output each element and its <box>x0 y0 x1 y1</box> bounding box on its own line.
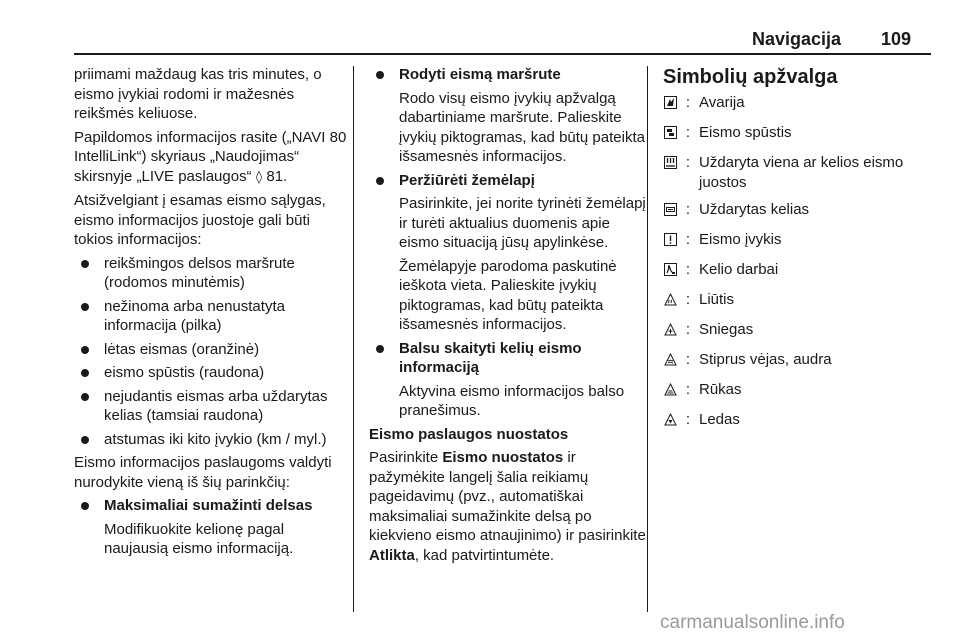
symbol-label: Sniegas <box>699 321 754 338</box>
road-closed-icon <box>663 202 677 216</box>
colon: : <box>685 231 691 248</box>
header-rule <box>74 53 931 55</box>
ice-icon <box>663 412 677 426</box>
bullet-item: lėtas eismas (oranžinė) <box>74 340 350 360</box>
symbol-label: Kelio darbai <box>699 261 779 278</box>
paragraph-text: , kad patvirtintumėte. <box>414 546 555 564</box>
bullet-item: atstumas iki kito įvykio (km / myl.) <box>74 430 350 450</box>
symbol-label: Ledas <box>699 411 740 428</box>
column-2 <box>369 65 649 569</box>
paragraph-reference <box>74 128 350 188</box>
column-1 <box>74 65 350 563</box>
symbol-row <box>663 153 933 192</box>
watermark: carmanualsonline.info <box>660 612 845 633</box>
symbol-row <box>663 320 933 342</box>
section-title: Navigacija <box>752 29 842 49</box>
symbol-row <box>663 350 933 372</box>
menu-term: Eismo nuostatos <box>442 449 564 466</box>
symbol-label: Uždaryta viena ar kelios eismo juostos <box>699 154 904 191</box>
symbol-row <box>663 123 933 145</box>
symbol-row <box>663 290 933 312</box>
paragraph: Atsižvelgiant į esamas eismo sąlygas, eismo informacijos juostoje gali būti tokios informacijos: <box>74 192 326 248</box>
symbol-row <box>663 410 933 432</box>
subsection-title: Eismo paslaugos nuostatos <box>369 425 569 443</box>
colon: : <box>685 321 691 338</box>
symbol-label: Eismo spūstis <box>699 124 792 141</box>
menu-term: Atlikta <box>369 546 415 564</box>
paragraph-text: Papildomos informacijos rasite („NAVI 80 IntelliLink“) skyriaus „Naudojimas“ skirsnyje „LIVE paslaugos“ <box>74 128 347 185</box>
symbol-row <box>663 380 933 402</box>
option-description: Modifikuokite kelionę pagal naujausią eismo informaciją. <box>104 520 294 557</box>
colon: : <box>685 124 691 141</box>
option-description: Pasirinkite, jei norite tyrinėti žemėlapį ir turėti aktualius duomenis apie eismo situaciją jūsų apylinkėse. <box>399 195 646 251</box>
option-description: Rodo visų eismo įvykių apžvalgą dabartiniame maršrute. Palieskite įvykių piktogramas, kad būtų pateikta išsamesnės informacijos. <box>399 89 645 165</box>
symbol-row <box>663 93 933 115</box>
paragraph: priimami maždaug kas tris minutes, o eismo įvykiai rodomi ir mažesnės reikšmės keliuose. <box>74 66 322 122</box>
colon: : <box>685 261 691 278</box>
page-reference: 81. <box>262 167 288 185</box>
page-header <box>0 0 960 58</box>
symbol-label: Rūkas <box>699 381 742 398</box>
option-title: Balsu skaityti kelių eismo informaciją <box>369 339 649 378</box>
symbol-label: Stiprus vėjas, audra <box>699 351 832 368</box>
colon: : <box>685 154 691 171</box>
paragraph-text: ir pažymėkite langelį šalia reikiamų pageidavimų (pvz., automatiškai maksimaliai sumažinkite delsą po kiekvieno eismo atnaujinimo) ir pasirinkite <box>369 449 646 544</box>
snow-icon <box>663 322 677 336</box>
symbol-row <box>663 230 933 252</box>
colon: : <box>685 411 691 428</box>
bullet-item: reikšmingos delsos maršrute (rodomos minutėmis) <box>74 254 350 293</box>
symbols-title: Simbolių apžvalga <box>663 66 838 88</box>
fog-icon <box>663 382 677 396</box>
colon: : <box>685 201 691 218</box>
bullet-item: nejudantis eismas arba uždarytas kelias (tamsiai raudona) <box>74 387 350 426</box>
symbol-label: Eismo įvykis <box>699 231 782 248</box>
road-works-icon <box>663 262 677 276</box>
paragraph <box>369 448 649 565</box>
symbol-label: Liūtis <box>699 291 735 308</box>
paragraph-text: Pasirinkite <box>369 449 443 466</box>
colon: : <box>685 94 691 111</box>
rain-icon <box>663 292 677 306</box>
traffic-incident-icon <box>663 232 677 246</box>
wind-storm-icon <box>663 352 677 366</box>
accident-icon <box>663 95 677 109</box>
symbol-row <box>663 200 933 222</box>
colon: : <box>685 291 691 308</box>
column-3 <box>663 65 933 440</box>
option-title: Peržiūrėti žemėlapį <box>369 171 649 191</box>
reference-arrow-icon: ◊ <box>255 169 263 185</box>
colon: : <box>685 381 691 398</box>
colon: : <box>685 351 691 368</box>
option-title: Maksimaliai sumažinti delsas <box>74 496 350 516</box>
traffic-jam-icon <box>663 125 677 139</box>
option-description: Aktyvina eismo informacijos balso pranešimus. <box>399 382 625 419</box>
bullet-item: eismo spūstis (raudona) <box>74 363 350 383</box>
lane-closed-icon <box>663 155 677 169</box>
option-title: Rodyti eismą maršrute <box>369 65 649 85</box>
column-divider <box>647 66 648 612</box>
symbol-label: Uždarytas kelias <box>699 201 810 218</box>
column-divider <box>353 66 354 612</box>
page-number: 109 <box>881 29 912 49</box>
bullet-item: nežinoma arba nenustatyta informacija (pilka) <box>74 297 350 336</box>
paragraph: Eismo informacijos paslaugoms valdyti nurodykite vieną iš šių parinkčių: <box>74 454 332 491</box>
symbol-label: Avarija <box>699 94 745 111</box>
symbol-row <box>663 260 933 282</box>
option-description: Žemėlapyje parodoma paskutinė ieškota vieta. Palieskite įvykių piktogramas, kad būtų pateikta išsamesnės informacijos. <box>399 257 617 333</box>
